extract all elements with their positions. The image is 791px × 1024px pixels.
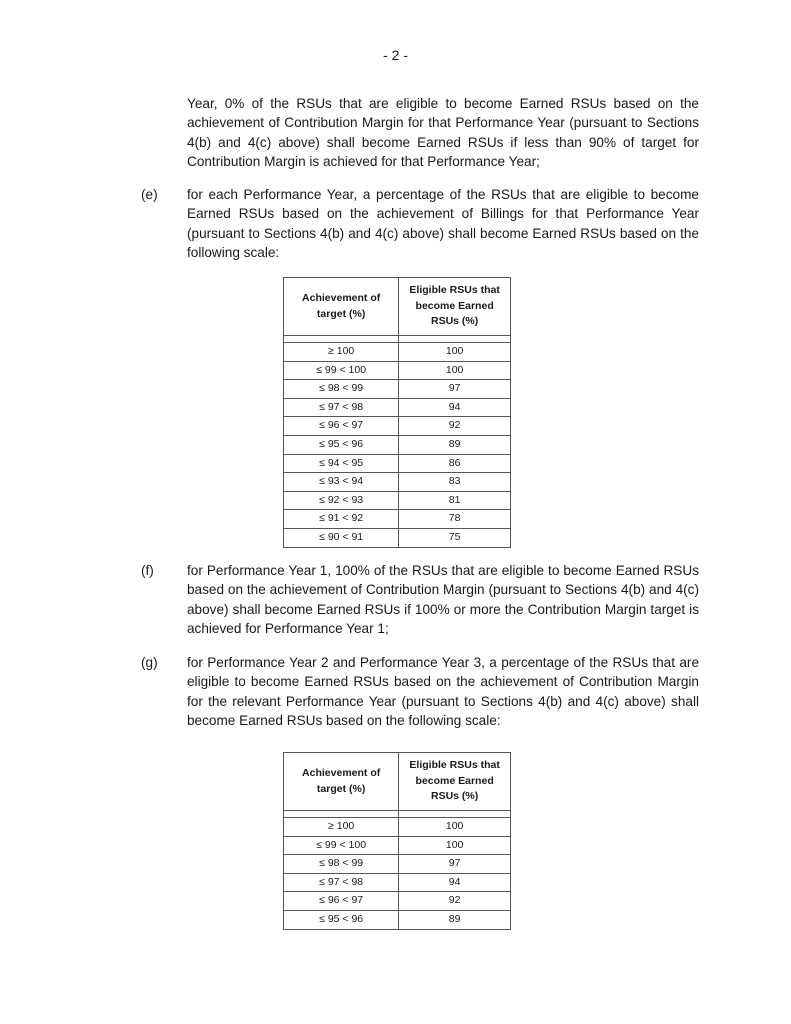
achievement-cell: ≤ 94 < 95	[284, 454, 399, 473]
table-body	[284, 336, 511, 548]
table-row	[284, 473, 511, 492]
achievement-cell: ≤ 92 < 93	[284, 491, 399, 510]
contribution-margin-scale-table	[283, 752, 511, 930]
table-row	[284, 454, 511, 473]
achievement-cell: ≤ 95 < 96	[284, 435, 399, 454]
eligible-cell: 100	[399, 343, 511, 362]
achievement-cell: ≤ 97 < 98	[284, 398, 399, 417]
header-eligible: Eligible RSUs that become Earned RSUs (%)	[399, 278, 511, 336]
table-row	[284, 510, 511, 529]
table-body	[284, 811, 511, 930]
achievement-cell: ≤ 96 < 97	[284, 417, 399, 436]
table-row	[284, 528, 511, 547]
table-row	[284, 910, 511, 929]
table-row	[284, 417, 511, 436]
table-row	[284, 398, 511, 417]
achievement-cell: ≤ 98 < 99	[284, 380, 399, 399]
table-row	[284, 855, 511, 874]
eligible-cell: 100	[399, 836, 511, 855]
eligible-cell: 75	[399, 528, 511, 547]
header-achievement: Achievement of target (%)	[284, 278, 399, 336]
section-f-label: (f)	[141, 563, 154, 578]
eligible-cell: 86	[399, 454, 511, 473]
section-g-label: (g)	[141, 655, 158, 670]
achievement-cell: ≤ 91 < 92	[284, 510, 399, 529]
section-g-paragraph: for Performance Year 2 and Performance Year 3, a percentage of the RSUs that are eligible to become Earned RSUs based on the achievement of Contribution Margin for the relevant Performance Year (pursuant to Sections 4(b) and 4(c) above) shall become Earned RSUs based on the following scale:	[187, 655, 699, 729]
table-header-row	[284, 278, 511, 336]
achievement-cell: ≤ 97 < 98	[284, 873, 399, 892]
header-eligible: Eligible RSUs that become Earned RSUs (%)	[399, 753, 511, 811]
eligible-cell: 83	[399, 473, 511, 492]
table-row	[284, 491, 511, 510]
header-achievement: Achievement of target (%)	[284, 753, 399, 811]
intro-paragraph: Year, 0% of the RSUs that are eligible to become Earned RSUs based on the achievement of Contribution Margin for that Performance Year (pursuant to Sections 4(b) and 4(c) above) shall become Earned RSUs if less than 90% of target for Contribution Margin is achieved for that Performance Year;	[187, 96, 699, 170]
eligible-cell: 100	[399, 818, 511, 837]
table-row	[284, 818, 511, 837]
section-e-paragraph: for each Performance Year, a percentage of the RSUs that are eligible to become Earned RSUs based on the achievement of Billings for that Performance Year (pursuant to Sections 4(b) and 4(c) above) shall become Earned RSUs based on the following scale:	[187, 187, 699, 261]
eligible-cell: 89	[399, 435, 511, 454]
eligible-cell: 92	[399, 417, 511, 436]
achievement-cell: ≤ 99 < 100	[284, 361, 399, 380]
table-row	[284, 380, 511, 399]
eligible-cell: 81	[399, 491, 511, 510]
table-row	[284, 361, 511, 380]
table-row	[284, 892, 511, 911]
eligible-cell: 97	[399, 855, 511, 874]
eligible-cell: 100	[399, 361, 511, 380]
section-f-paragraph: for Performance Year 1, 100% of the RSUs that are eligible to become Earned RSUs based on the achievement of Contribution Margin (pursuant to Sections 4(b) and 4(c) above) shall become Earned RSUs if 100% or more the Contribution Margin target is achieved for Performance Year 1;	[187, 563, 699, 637]
table-row	[284, 836, 511, 855]
achievement-cell: ≤ 93 < 94	[284, 473, 399, 492]
table-row	[284, 343, 511, 362]
billings-scale-table	[283, 277, 511, 548]
table-row	[284, 435, 511, 454]
table-header-row	[284, 753, 511, 811]
achievement-cell: ≥ 100	[284, 343, 399, 362]
eligible-cell: 94	[399, 398, 511, 417]
achievement-cell: ≤ 90 < 91	[284, 528, 399, 547]
achievement-cell: ≤ 96 < 97	[284, 892, 399, 911]
page-number: - 2 -	[383, 47, 408, 63]
achievement-cell: ≥ 100	[284, 818, 399, 837]
eligible-cell: 89	[399, 910, 511, 929]
table-row	[284, 873, 511, 892]
eligible-cell: 97	[399, 380, 511, 399]
achievement-cell: ≤ 95 < 96	[284, 910, 399, 929]
eligible-cell: 94	[399, 873, 511, 892]
eligible-cell: 92	[399, 892, 511, 911]
section-e-label: (e)	[141, 187, 158, 202]
achievement-cell: ≤ 98 < 99	[284, 855, 399, 874]
achievement-cell: ≤ 99 < 100	[284, 836, 399, 855]
eligible-cell: 78	[399, 510, 511, 529]
